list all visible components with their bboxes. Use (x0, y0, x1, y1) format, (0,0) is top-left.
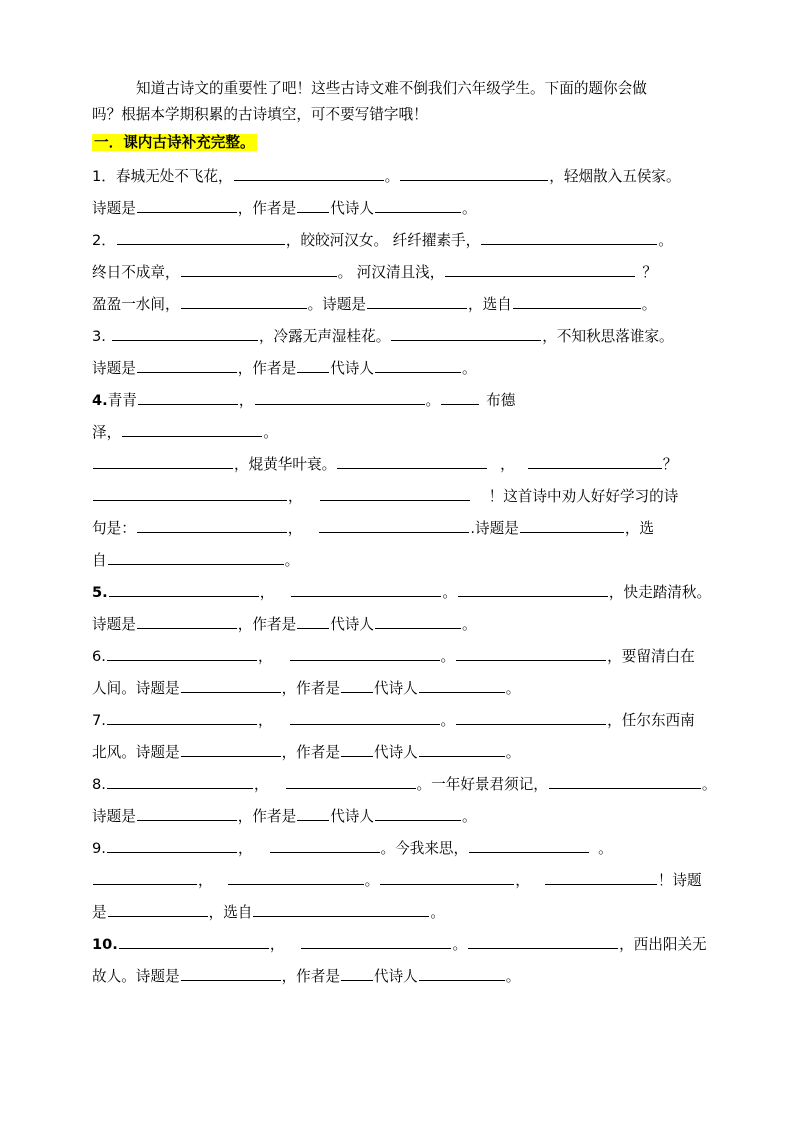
q6-dynasty-blank[interactable] (341, 676, 373, 693)
q3-title-label: 诗题是 (92, 360, 136, 377)
q4-blank-1[interactable] (138, 388, 238, 405)
q10-author-blank[interactable] (419, 964, 505, 981)
q8-blank-3[interactable] (549, 772, 701, 789)
q2-period-1: 。 (658, 232, 673, 249)
q8-end: 。 (461, 808, 477, 825)
q6-dynasty-label: 代诗人 (373, 680, 418, 697)
q7-title-blank[interactable] (181, 740, 281, 757)
q2-line-2 (92, 260, 704, 286)
q9-text-b: ！诗题 (657, 872, 702, 889)
q9-line-2 (92, 868, 704, 894)
q9-blank-2[interactable] (270, 836, 380, 853)
q3-dynasty-label: 代诗人 (330, 360, 374, 377)
section-title: 一．课内古诗补充完整。 (94, 134, 255, 151)
q5-blank-2[interactable] (291, 580, 441, 597)
q10-period-1: 。 (452, 936, 468, 953)
q8-title-blank[interactable] (137, 804, 237, 821)
q5-line-2 (92, 612, 704, 638)
q5-dynasty-label: 代诗人 (330, 616, 374, 633)
q1-author-blank[interactable] (375, 196, 461, 213)
q7-comma-1: ， (257, 712, 273, 729)
q1-period: 。 (384, 168, 400, 185)
q7-line-2 (92, 740, 704, 766)
q3-blank-1[interactable] (112, 324, 258, 341)
section-title-row (92, 130, 704, 156)
q4-blank-9[interactable] (320, 484, 470, 501)
q1-text-a: 春城无处不飞花， (115, 168, 233, 185)
q9-number: 9. (92, 840, 106, 857)
q4-blank-5[interactable] (93, 452, 233, 469)
q8-dynasty-label: 代诗人 (330, 808, 374, 825)
q6-line-1 (92, 644, 704, 670)
q4-period-2: 。 (263, 424, 278, 441)
q4-blank-2[interactable] (255, 388, 425, 405)
q9-source-label: ，选自 (208, 904, 253, 921)
q2-title-blank[interactable] (367, 292, 467, 309)
q4-title-blank[interactable] (520, 516, 624, 533)
q2-blank-5[interactable] (181, 292, 307, 309)
q3-text-a: ，冷露无声湿桂花。 (258, 328, 391, 345)
q1-text-b: ，轻烟散入五侯家。 (549, 168, 681, 185)
q10-number: 10. (92, 936, 118, 953)
q3-line-1 (92, 324, 704, 350)
q2-blank-4[interactable] (445, 260, 635, 277)
q4-text-c: 泽， (92, 424, 122, 441)
q9-blank-6[interactable] (380, 868, 514, 885)
q6-author-label: ，作者是 (281, 680, 340, 697)
q10-blank-2[interactable] (301, 932, 451, 949)
q8-period-1: 。 (701, 776, 717, 793)
q10-title-blank[interactable] (181, 964, 281, 981)
q2-source-blank[interactable] (513, 292, 641, 309)
q9-comma-1: ， (237, 840, 253, 857)
q7-end: 。 (505, 744, 521, 761)
q4-source-blank[interactable] (108, 548, 284, 565)
q10-comma-1: ， (269, 936, 285, 953)
q10-end: 。 (505, 968, 521, 985)
q5-title-label: 诗题是 (92, 616, 136, 633)
q8-blank-1[interactable] (107, 772, 253, 789)
q4-text-e: ！这首诗中劝人好好学习的诗 (488, 488, 679, 505)
q1-line-2 (92, 196, 704, 222)
q5-line-1 (92, 580, 712, 606)
q1-title-label: 诗题是 (92, 200, 136, 217)
q6-blank-2[interactable] (290, 644, 440, 661)
q4-text-i: 自 (92, 552, 107, 569)
q8-dynasty-blank[interactable] (297, 804, 329, 821)
q3-text-b: ，不知秋思落谁家。 (542, 328, 674, 345)
q4-text-a: 青青 (107, 392, 137, 409)
intro-line-2 (92, 102, 704, 128)
q4-blank-11[interactable] (319, 516, 469, 533)
q2-end: 。 (641, 296, 657, 313)
q2-text-e: 盈盈一水间， (92, 296, 180, 313)
q3-title-blank[interactable] (137, 356, 237, 373)
q3-number: 3. (92, 328, 106, 345)
q4-text-b: 布德 (486, 392, 516, 409)
q6-title-blank[interactable] (181, 676, 281, 693)
q6-line-2 (92, 676, 704, 702)
q4-end: 。 (284, 552, 300, 569)
q5-author-blank[interactable] (375, 612, 461, 629)
q6-number: 6. (92, 648, 106, 665)
q5-title-blank[interactable] (137, 612, 237, 629)
q4-line-2 (92, 420, 704, 446)
q9-blank-5[interactable] (228, 868, 364, 885)
q4-text-d: ，焜黄华叶衰。 (234, 456, 337, 473)
q7-dynasty-blank[interactable] (341, 740, 373, 757)
q9-end: 。 (430, 904, 446, 921)
q2-text-d: ？ (642, 264, 657, 281)
q3-end: 。 (461, 360, 477, 377)
q4-comma-1: ， (238, 392, 254, 409)
q7-blank-1[interactable] (107, 708, 257, 725)
q4-question: ？ (662, 456, 678, 473)
q10-line-1 (92, 932, 707, 958)
q9-source-blank[interactable] (253, 900, 429, 917)
q9-blank-1[interactable] (107, 836, 237, 853)
q6-author-blank[interactable] (419, 676, 505, 693)
q4-blank-3[interactable] (441, 388, 479, 405)
q6-comma-1: ， (257, 648, 273, 665)
q5-dynasty-blank[interactable] (297, 612, 329, 629)
q5-period-1: 。 (442, 584, 457, 601)
q4-period-1: 。 (425, 392, 441, 409)
q7-number: 7. (92, 712, 106, 729)
q7-blank-2[interactable] (290, 708, 440, 725)
q2-blank-2[interactable] (481, 228, 657, 245)
q10-author-label: ，作者是 (281, 968, 340, 985)
q6-period-1: 。 (440, 648, 456, 665)
q8-line-2 (92, 804, 704, 830)
q8-blank-2[interactable] (286, 772, 416, 789)
q4-line-3 (92, 452, 704, 478)
intro-text-1: 知道古诗文的重要性了吧！这些古诗文难不倒我们六年级学生。下面的题你会做 (136, 80, 647, 97)
q8-author-blank[interactable] (375, 804, 461, 821)
q1-title-blank[interactable] (137, 196, 237, 213)
q4-line-5 (92, 516, 704, 542)
q4-blank-8[interactable] (93, 484, 287, 501)
q4-line-4 (92, 484, 704, 510)
q7-dynasty-label: 代诗人 (373, 744, 418, 761)
q1-blank-1[interactable] (234, 164, 384, 181)
q2-text-a: ，皎皎河汉女。 纤纤擢素手， (285, 232, 481, 249)
q1-dynasty-blank[interactable] (297, 196, 329, 213)
q7-blank-3[interactable] (456, 708, 606, 725)
q8-line-1 (92, 772, 717, 798)
q4-comma-4: ， (287, 520, 303, 537)
q2-text-b: 终日不成章， (92, 264, 180, 281)
q2-text-f: 。诗题是 (307, 296, 366, 313)
q4-comma-2: ， (500, 456, 515, 473)
q10-text-a: ，西出阳关无 (619, 936, 707, 953)
q9-comma-2: ， (198, 872, 213, 889)
q8-text-a: 。一年好景君须记， (416, 776, 548, 793)
q8-title-label: 诗题是 (92, 808, 136, 825)
q2-text-c: 。 河汉清且浅， (337, 264, 445, 281)
q6-blank-1[interactable] (107, 644, 257, 661)
q9-period-2: 。 (364, 872, 380, 889)
q5-end: 。 (461, 616, 477, 633)
q1-author-label: ，作者是 (237, 200, 297, 217)
q9-line-1 (92, 836, 704, 862)
q8-comma-1: ， (253, 776, 269, 793)
q6-text-a: ，要留清白在 (607, 648, 695, 665)
q4-number: 4. (92, 392, 108, 409)
q4-text-g: .诗题是 (470, 520, 519, 537)
q2-text-g: ，选自 (467, 296, 512, 313)
q10-dynasty-label: 代诗人 (373, 968, 418, 985)
q10-blank-1[interactable] (119, 932, 269, 949)
q1-dynasty-label: 代诗人 (330, 200, 374, 217)
q5-blank-1[interactable] (109, 580, 259, 597)
q4-line-6 (92, 548, 704, 574)
q2-line-3 (92, 292, 704, 318)
q4-line-1 (92, 388, 704, 414)
q9-blank-3[interactable] (469, 836, 589, 853)
q1-end: 。 (461, 200, 477, 217)
q10-blank-3[interactable] (468, 932, 618, 949)
q9-title-blank[interactable] (108, 900, 208, 917)
q3-blank-2[interactable] (391, 324, 541, 341)
q8-author-label: ，作者是 (237, 808, 297, 825)
q6-text-b: 人间。诗题是 (92, 680, 180, 697)
q3-author-blank[interactable] (375, 356, 461, 373)
q4-blank-10[interactable] (137, 516, 287, 533)
q9-text-c: 是 (92, 904, 107, 921)
q5-author-label: ，作者是 (237, 616, 297, 633)
q9-blank-4[interactable] (93, 868, 197, 885)
q5-comma-1: ， (259, 584, 275, 601)
q5-blank-3[interactable] (458, 580, 608, 597)
q1-blank-2[interactable] (400, 164, 548, 181)
q6-blank-3[interactable] (456, 644, 606, 661)
q5-number: 5. (92, 584, 108, 601)
q7-author-blank[interactable] (419, 740, 505, 757)
q4-blank-6[interactable] (337, 452, 487, 469)
q4-blank-4[interactable] (122, 420, 262, 437)
q3-line-2 (92, 356, 704, 382)
q3-author-label: ，作者是 (237, 360, 297, 377)
q1-line-1 (92, 164, 704, 190)
q4-text-f: 句是： (92, 520, 136, 537)
intro-line-1 (92, 76, 704, 102)
q2-blank-3[interactable] (181, 260, 337, 277)
q7-text-a: ，任尔东西南 (607, 712, 695, 729)
q4-comma-3: ， (288, 488, 303, 505)
q10-dynasty-blank[interactable] (341, 964, 373, 981)
intro-text-2: 吗？根据本学期积累的古诗填空，可不要写错字哦！ (92, 106, 428, 123)
q7-line-1 (92, 708, 704, 734)
q7-period-1: 。 (440, 712, 456, 729)
q9-line-3 (92, 900, 704, 926)
q2-line-1 (92, 228, 704, 254)
q4-text-h: ，选 (624, 520, 655, 537)
q4-blank-7[interactable] (528, 452, 662, 469)
q10-line-2 (92, 964, 704, 990)
q6-end: 。 (505, 680, 521, 697)
q5-text-a: ，快走踏清秋。 (608, 584, 712, 601)
q2-blank-1[interactable] (117, 228, 285, 245)
q9-text-a: 。今我来思， (380, 840, 469, 857)
q9-blank-7[interactable] (545, 868, 657, 885)
q7-author-label: ，作者是 (281, 744, 340, 761)
q3-dynasty-blank[interactable] (297, 356, 329, 373)
q9-period-1: 。 (598, 840, 613, 857)
q8-number: 8. (92, 776, 106, 793)
q10-text-b: 故人。诗题是 (92, 968, 180, 985)
q7-text-b: 北风。诗题是 (92, 744, 180, 761)
q9-comma-3: ， (515, 872, 530, 889)
q2-number: 2． (92, 232, 116, 249)
q1-number: 1． (92, 168, 116, 185)
